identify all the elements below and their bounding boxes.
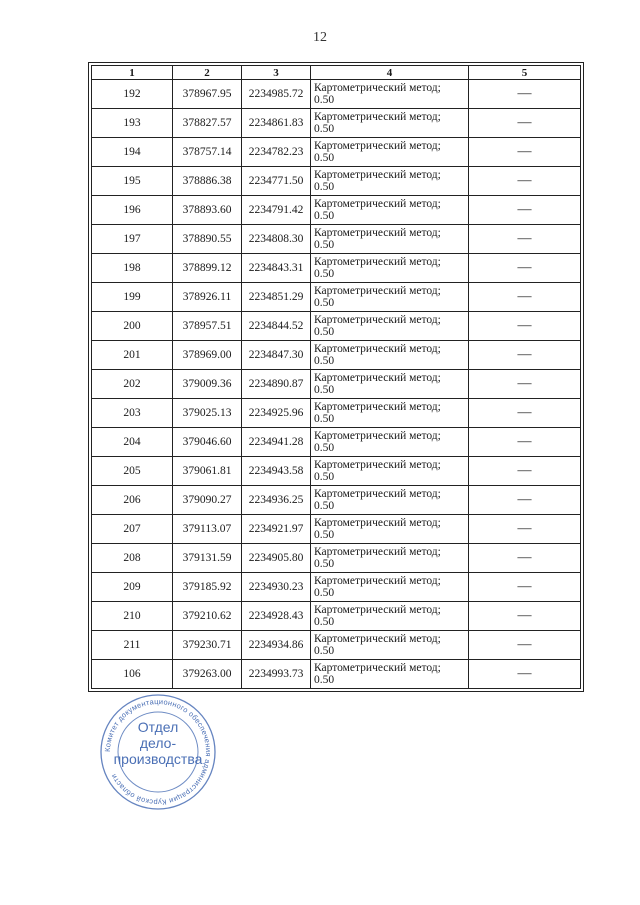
method-text: Картометрический метод; [314,227,441,239]
method-cell [311,196,469,225]
table-row [92,341,581,370]
note-cell: — [469,254,581,283]
method-cell [311,138,469,167]
point-number-cell: 192 [92,80,173,109]
x-coordinate-cell: 378893.60 [173,196,242,225]
method-cell [311,283,469,312]
point-number-cell: 207 [92,515,173,544]
method-cell [311,80,469,109]
accuracy-value: 0.50 [314,152,335,164]
point-number-cell: 210 [92,602,173,631]
accuracy-value: 0.50 [314,616,335,628]
point-number-cell: 201 [92,341,173,370]
method-text: Картометрический метод; [314,111,441,123]
method-cell [311,660,469,689]
table-body [92,80,581,689]
x-coordinate-cell: 379009.36 [173,370,242,399]
accuracy-value: 0.50 [314,413,335,425]
stamp-center-text [94,719,222,767]
accuracy-value: 0.50 [314,529,335,541]
y-coordinate-cell: 2234936.25 [242,486,311,515]
x-coordinate-cell: 379210.62 [173,602,242,631]
method-text: Картометрический метод; [314,662,441,674]
note-cell: — [469,573,581,602]
x-coordinate-cell: 379061.81 [173,457,242,486]
header-col-5: 5 [469,66,581,80]
point-number-cell: 199 [92,283,173,312]
y-coordinate-cell: 2234928.43 [242,602,311,631]
table-header-row [92,66,581,80]
method-cell [311,225,469,254]
y-coordinate-cell: 2234808.30 [242,225,311,254]
y-coordinate-cell: 2234941.28 [242,428,311,457]
accuracy-value: 0.50 [314,355,335,367]
table-row [92,602,581,631]
point-number-cell: 205 [92,457,173,486]
table-row [92,167,581,196]
x-coordinate-cell: 378957.51 [173,312,242,341]
method-text: Картометрический метод; [314,169,441,181]
accuracy-value: 0.50 [314,297,335,309]
table-row [92,515,581,544]
note-cell: — [469,660,581,689]
stamp-ring-text-path: Комитет документационного обеспечения администрации Курской области [102,696,214,808]
point-number-cell: 208 [92,544,173,573]
method-text: Картометрический метод; [314,633,441,645]
stamp-line-2: дело- [139,735,177,751]
note-cell: — [469,196,581,225]
header-col-2: 2 [173,66,242,80]
method-text: Картометрический метод; [314,517,441,529]
method-text: Картометрический метод; [314,198,441,210]
table-row [92,312,581,341]
point-number-cell: 195 [92,167,173,196]
table-row [92,283,581,312]
point-number-cell: 193 [92,109,173,138]
point-number-cell: 209 [92,573,173,602]
method-cell [311,399,469,428]
y-coordinate-cell: 2234771.50 [242,167,311,196]
table-row [92,631,581,660]
note-cell: — [469,370,581,399]
table-row [92,486,581,515]
note-cell: — [469,225,581,254]
method-cell [311,312,469,341]
y-coordinate-cell: 2234861.83 [242,109,311,138]
table-row [92,428,581,457]
point-number-cell: 202 [92,370,173,399]
point-number-cell: 200 [92,312,173,341]
note-cell: — [469,283,581,312]
accuracy-value: 0.50 [314,326,335,338]
y-coordinate-cell: 2234905.80 [242,544,311,573]
point-number-cell: 211 [92,631,173,660]
table-row [92,80,581,109]
x-coordinate-cell: 379185.92 [173,573,242,602]
method-text: Картометрический метод; [314,401,441,413]
y-coordinate-cell: 2234890.87 [242,370,311,399]
table-row [92,138,581,167]
method-cell [311,457,469,486]
x-coordinate-cell: 378827.57 [173,109,242,138]
point-number-cell: 198 [92,254,173,283]
method-text: Картометрический метод; [314,430,441,442]
x-coordinate-cell: 378969.00 [173,341,242,370]
accuracy-value: 0.50 [314,471,335,483]
y-coordinate-cell: 2234925.96 [242,399,311,428]
table-row [92,109,581,138]
point-number-cell: 203 [92,399,173,428]
accuracy-value: 0.50 [314,210,335,222]
accuracy-value: 0.50 [314,239,335,251]
x-coordinate-cell: 378899.12 [173,254,242,283]
y-coordinate-cell: 2234930.23 [242,573,311,602]
note-cell: — [469,631,581,660]
note-cell: — [469,399,581,428]
y-coordinate-cell: 2234943.58 [242,457,311,486]
method-text: Картометрический метод; [314,575,441,587]
page-number: 12 [313,30,327,45]
stamp-line-1: Отдел [137,719,179,735]
x-coordinate-cell: 378967.95 [173,80,242,109]
accuracy-value: 0.50 [314,674,335,686]
table-row [92,254,581,283]
point-number-cell: 106 [92,660,173,689]
y-coordinate-cell: 2234851.29 [242,283,311,312]
method-text: Картометрический метод; [314,343,441,355]
table-row [92,196,581,225]
accuracy-value: 0.50 [314,500,335,512]
x-coordinate-cell: 379090.27 [173,486,242,515]
method-text: Картометрический метод; [314,256,441,268]
x-coordinate-cell: 378886.38 [173,167,242,196]
x-coordinate-cell: 378926.11 [173,283,242,312]
note-cell: — [469,341,581,370]
y-coordinate-cell: 2234844.52 [242,312,311,341]
y-coordinate-cell: 2234847.30 [242,341,311,370]
y-coordinate-cell: 2234843.31 [242,254,311,283]
table-row [92,225,581,254]
table-row [92,399,581,428]
point-number-cell: 196 [92,196,173,225]
note-cell: — [469,109,581,138]
table-row [92,457,581,486]
x-coordinate-cell: 379113.07 [173,515,242,544]
point-number-cell: 197 [92,225,173,254]
method-cell [311,631,469,660]
y-coordinate-cell: 2234791.42 [242,196,311,225]
y-coordinate-cell: 2234934.86 [242,631,311,660]
header-col-1: 1 [92,66,173,80]
method-cell [311,602,469,631]
note-cell: — [469,544,581,573]
method-text: Картометрический метод; [314,488,441,500]
accuracy-value: 0.50 [314,587,335,599]
method-cell [311,486,469,515]
note-cell: — [469,486,581,515]
y-coordinate-cell: 2234993.73 [242,660,311,689]
method-cell [311,341,469,370]
note-cell: — [469,457,581,486]
note-cell: — [469,167,581,196]
note-cell: — [469,428,581,457]
table-row [92,370,581,399]
accuracy-value: 0.50 [314,384,335,396]
y-coordinate-cell: 2234985.72 [242,80,311,109]
method-text: Картометрический метод; [314,285,441,297]
method-cell [311,370,469,399]
method-cell [311,167,469,196]
method-text: Картометрический метод; [314,314,441,326]
method-text: Картометрический метод; [314,459,441,471]
accuracy-value: 0.50 [314,181,335,193]
stamp [94,693,222,811]
stamp-line-3: производства [113,751,203,767]
table-row [92,660,581,689]
x-coordinate-cell: 379131.59 [173,544,242,573]
method-text: Картометрический метод; [314,82,441,94]
header-col-4: 4 [311,66,469,80]
x-coordinate-cell: 379263.00 [173,660,242,689]
method-text: Картометрический метод; [314,604,441,616]
accuracy-value: 0.50 [314,645,335,657]
method-cell [311,515,469,544]
coordinates-table-frame [88,62,584,692]
header-col-3: 3 [242,66,311,80]
accuracy-value: 0.50 [314,442,335,454]
method-cell [311,254,469,283]
accuracy-value: 0.50 [314,268,335,280]
method-cell [311,428,469,457]
x-coordinate-cell: 379025.13 [173,399,242,428]
method-cell [311,544,469,573]
accuracy-value: 0.50 [314,123,335,135]
table-row [92,573,581,602]
note-cell: — [469,602,581,631]
note-cell: — [469,138,581,167]
note-cell: — [469,515,581,544]
coordinates-table [91,65,581,689]
note-cell: — [469,80,581,109]
method-cell [311,109,469,138]
method-text: Картометрический метод; [314,546,441,558]
table-row [92,544,581,573]
point-number-cell: 204 [92,428,173,457]
method-text: Картометрический метод; [314,372,441,384]
x-coordinate-cell: 378890.55 [173,225,242,254]
y-coordinate-cell: 2234782.23 [242,138,311,167]
accuracy-value: 0.50 [314,94,335,106]
note-cell: — [469,312,581,341]
accuracy-value: 0.50 [314,558,335,570]
x-coordinate-cell: 379046.60 [173,428,242,457]
point-number-cell: 206 [92,486,173,515]
method-cell [311,573,469,602]
point-number-cell: 194 [92,138,173,167]
x-coordinate-cell: 379230.71 [173,631,242,660]
method-text: Картометрический метод; [314,140,441,152]
y-coordinate-cell: 2234921.97 [242,515,311,544]
x-coordinate-cell: 378757.14 [173,138,242,167]
